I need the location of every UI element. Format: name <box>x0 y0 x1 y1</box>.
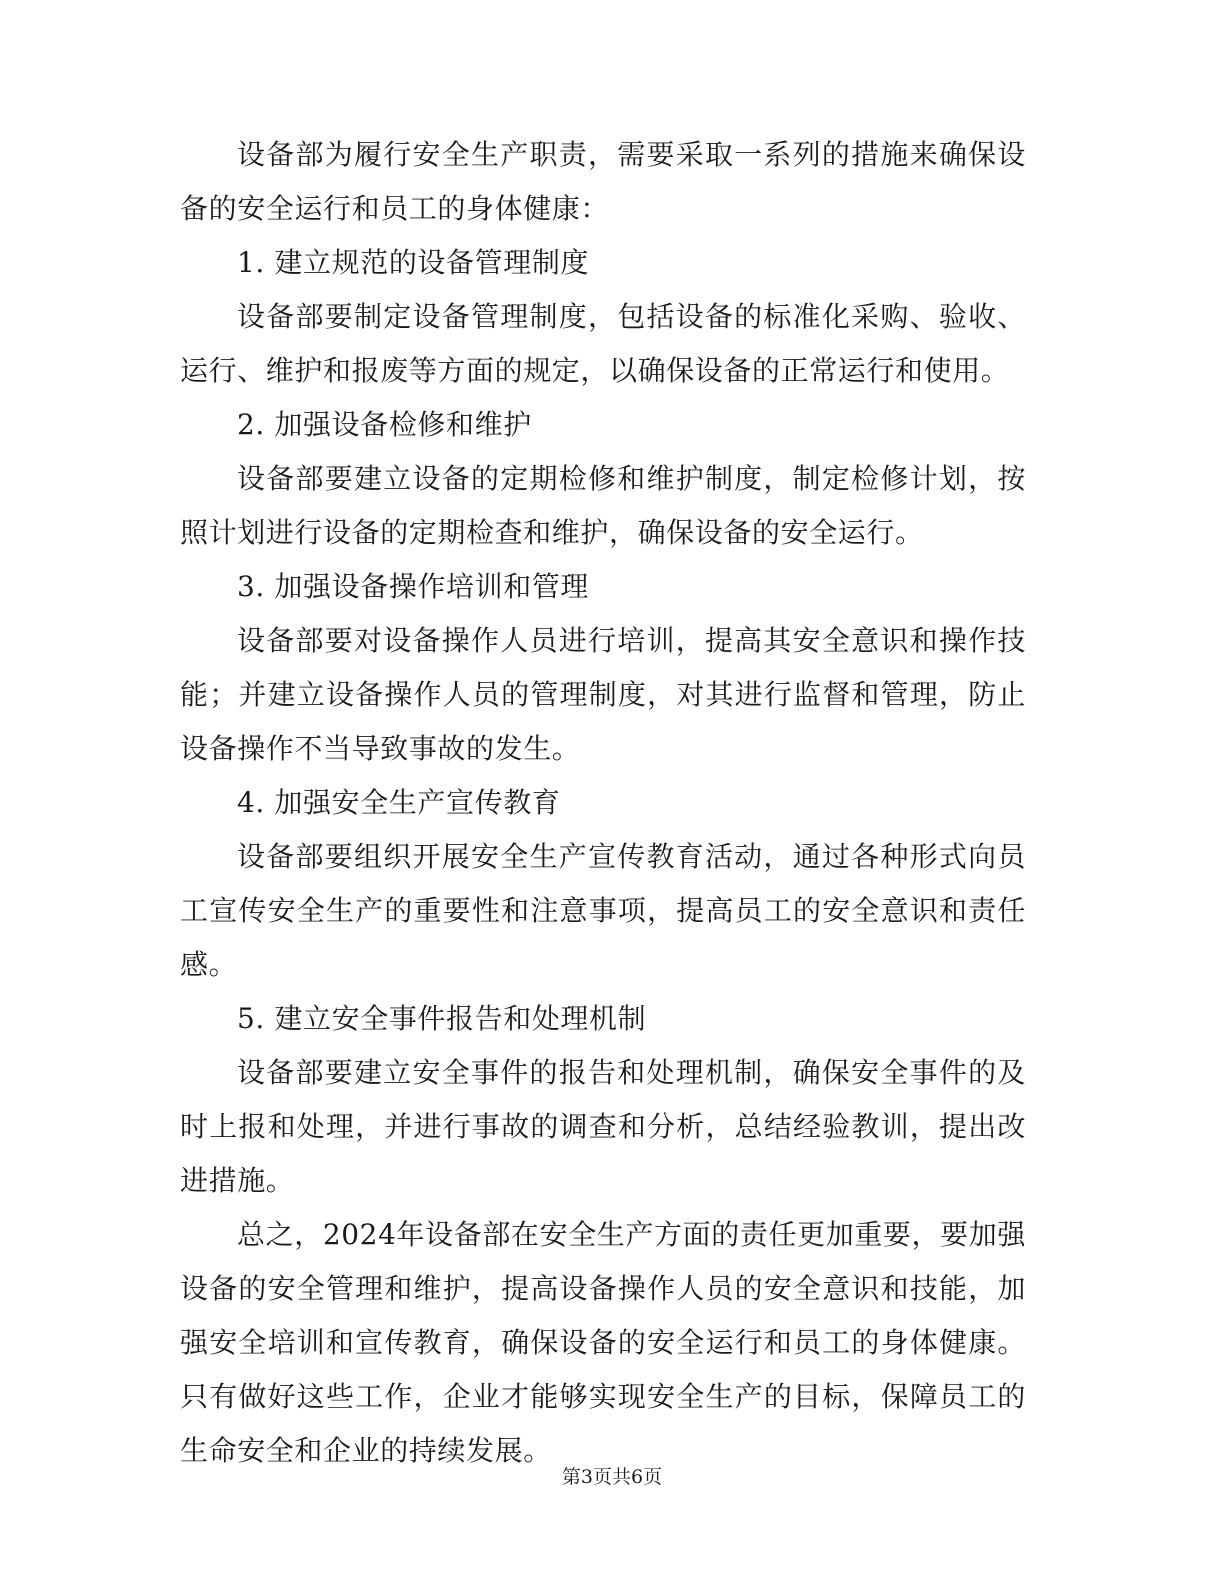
section-body-1: 设备部要制定设备管理制度，包括设备的标准化采购、验收、运行、维护和报废等方面的规定，以确保设备的正常运行和使用。 <box>180 300 1026 387</box>
section-body-4: 设备部要组织开展安全生产宣传教育活动，通过各种形式向员工宣传安全生产的重要性和注意事项，提高员工的安全意识和责任感。 <box>180 840 1026 981</box>
conclusion-paragraph: 总之，2024年设备部在安全生产方面的责任更加重要，要加强设备的安全管理和维护，提高设备操作人员的安全意识和技能，加强安全培训和宣传教育，确保设备的安全运行和员工的身体健康。只有做好这些工作，企业才能够实现安全生产的目标，保障员工的生命安全和企业的持续发展。 <box>180 1218 1026 1467</box>
section-body-5: 设备部要建立安全事件的报告和处理机制，确保安全事件的及时上报和处理，并进行事故的调查和分析，总结经验教训，提出改进措施。 <box>180 1056 1026 1197</box>
section-heading-4: 4. 加强安全生产宣传教育 <box>237 786 561 819</box>
document-body <box>180 128 1026 1478</box>
section-heading-1: 1. 建立规范的设备管理制度 <box>237 246 590 279</box>
page-number-footer: 第3页共6页 <box>561 1466 663 1488</box>
section-heading-5: 5. 建立安全事件报告和处理机制 <box>237 1002 647 1035</box>
section-heading-2: 2. 加强设备检修和维护 <box>237 408 532 441</box>
section-heading-3: 3. 加强设备操作培训和管理 <box>237 570 590 603</box>
intro-paragraph: 设备部为履行安全生产职责，需要采取一系列的措施来确保设备的安全运行和员工的身体健康： <box>180 138 1026 225</box>
section-body-2: 设备部要建立设备的定期检修和维护制度，制定检修计划，按照计划进行设备的定期检查和维护，确保设备的安全运行。 <box>180 462 1026 549</box>
section-body-3: 设备部要对设备操作人员进行培训，提高其安全意识和操作技能；并建立设备操作人员的管理制度，对其进行监督和管理，防止设备操作不当导致事故的发生。 <box>180 624 1026 765</box>
